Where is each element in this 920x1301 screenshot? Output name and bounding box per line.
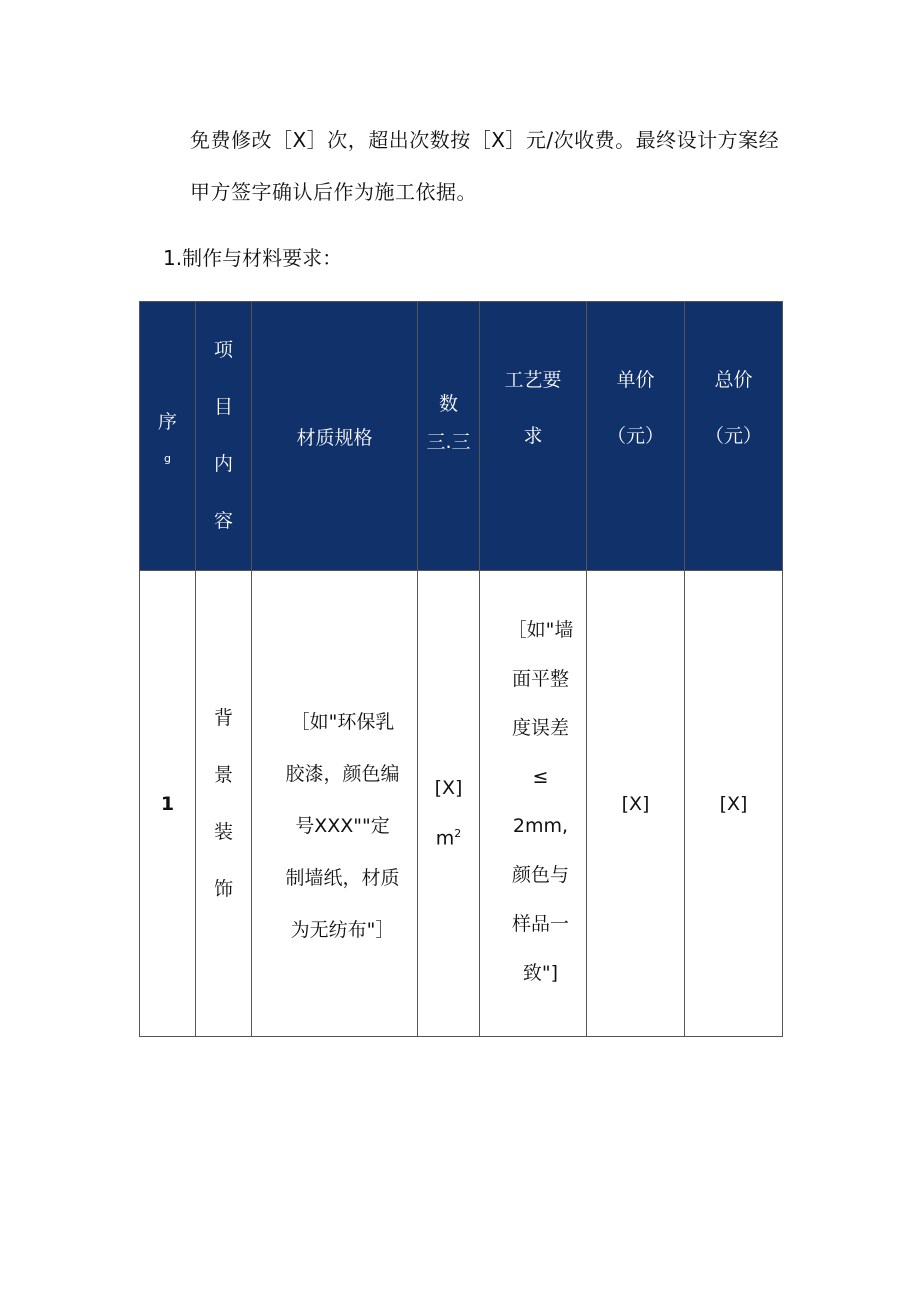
header-material: 材质规格: [252, 302, 418, 571]
row-unit-price: [X]: [587, 571, 685, 1037]
row-total-price: [X]: [685, 571, 783, 1037]
row-seq: 1: [140, 571, 196, 1037]
table-row: [140, 571, 783, 1037]
row-craft: ［如"墙 面平整 度误差 ≤ 2mm, 颜色与 样品一 致"]: [480, 571, 587, 1037]
header-seq: 序 g: [140, 302, 196, 571]
row-quantity: [X] $m^2$: [418, 571, 480, 1037]
paragraph-line-1: 免费修改［X］次，超出次数按［X］元/次收费。最终设计方案经: [190, 128, 780, 152]
header-total-price: 总价 （元）: [685, 302, 783, 571]
header-item: 项 目 内 容: [196, 302, 252, 571]
table-header-row: [140, 302, 783, 571]
header-craft: 工艺要 求: [480, 302, 587, 571]
header-unit-price: 单价 （元）: [587, 302, 685, 571]
row-item: 背 景 装 饰: [196, 571, 252, 1037]
section-heading: 1.制作与材料要求：: [163, 246, 343, 270]
materials-table: [139, 301, 783, 1037]
row-material: ［如"环保乳 胶漆，颜色编 号XXX""定 制墙纸，材质 为无纺布"］: [252, 571, 418, 1037]
paragraph-line-2: 甲方签字确认后作为施工依据。: [190, 180, 477, 204]
header-quantity: 数 三.三: [418, 302, 480, 571]
